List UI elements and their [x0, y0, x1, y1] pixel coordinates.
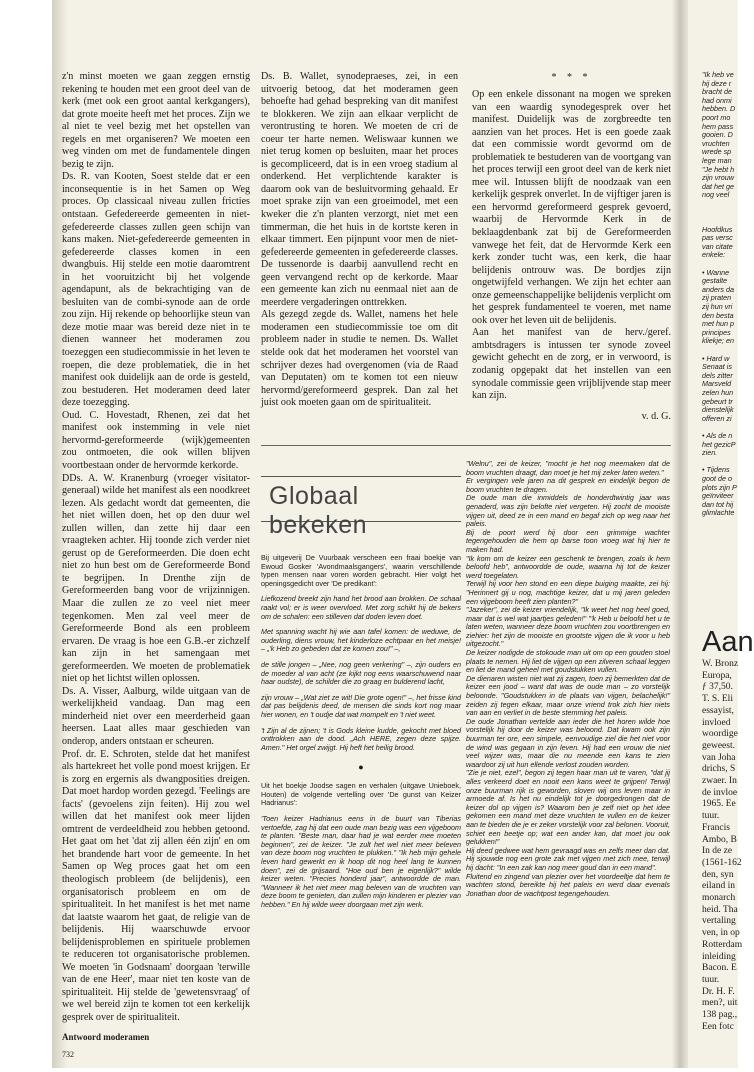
story-paragraph: "Zie je niet, ezel", begon zij tegen haar man uit te varen, "dat jij alles verkeerd doet en nooit een kans weet te grijpen! Terwijl onze buurman rijk is geworden, sloven wij ons leven maar in armoede af. Is het nu eindelijk tot je doorgedrongen dat de keizer dol op vijgen is? Waarom ben je zelf niet op het idee gekomen een mand met deze vruchten te vullen en de keizer aan te bieden die je er zeker vorstelijk voor zal belonen. Vooruit, schiet een beetje op; wat een ander kan, dat moet jou ook gelukken!"	[466, 768, 670, 847]
text-line: pas versc	[702, 233, 733, 243]
text-line: goot de o	[702, 473, 732, 483]
poem-stanza: zijn vrouw – „Wat ziet ze wit! Die grote ogen!" –, het frisse kind dat pas belijdenis deed, de mensen die sinds kort nog maar hier wonen, en 't oudje dat wat mompelt en 't niet weet.	[261, 692, 461, 719]
text-line: zijn vrouw	[702, 173, 734, 183]
text-line: In de ze	[702, 846, 733, 857]
text-line: geweest.	[702, 740, 735, 751]
text-line: • Tijdens	[702, 465, 730, 475]
column-conclusion	[472, 72, 672, 422]
column-story-continued	[466, 460, 670, 1072]
text-line: • Wanne	[702, 267, 730, 277]
page-gutter	[672, 0, 688, 1068]
text-line	[702, 200, 738, 209]
text-line: van Joha	[702, 752, 736, 763]
text-line: • Als de n	[702, 430, 733, 440]
text-line: had onmi	[702, 95, 732, 105]
bullet-separator: ●	[358, 762, 364, 773]
text-line: Hoofdkus	[702, 224, 733, 234]
paragraph: z'n minst moeten we gaan zeggen ernstig rekening te houden met een groot deel van de kerk (met ook een groot aantal kerkgangers), dat grote moeite heeft met het proces. Zijn we al niet te veel bezig met het opstellen van regels en met organiseren? We moeten een weg vinden om met de fundamentele dingen bezig te zijn.	[62, 71, 250, 170]
story-paragraph: Hij deed gedwee wat hem gevraagd was en zelfs meer dan dat. Hij sjouwde nog een grote zak met vijgen met zich mee, terwijl hij dacht: "In een zak kan nog meer goud dan in een mand".	[466, 845, 670, 872]
text-line: plots zijn P	[702, 482, 737, 492]
text-line: (1561-162	[702, 857, 742, 868]
text-line: dan tot hij	[702, 499, 734, 509]
text-line: hij deze r	[702, 78, 732, 88]
text-line: bracht de	[702, 87, 732, 97]
column-globaal-bekeken	[261, 460, 461, 1060]
story-paragraph: Er vergingen vele jaren na dit gesprek en eindelijk begon de boom vruchten te dragen.	[466, 476, 670, 494]
text-line: met hun p	[702, 319, 734, 329]
text-line: vruchten	[702, 138, 730, 148]
facing-page-column-top	[702, 71, 738, 581]
author-signature: v. d. G.	[641, 410, 671, 422]
text-line: 138 pag.,	[702, 1010, 738, 1021]
story-paragraph: Terwijl hij voor hen stond en een diepe buiging maakte, zei hij: "Herinnert gij u nog, machtige keizer, dat u mij jaren geleden een vijgeboom heeft zien planten?"	[466, 579, 670, 606]
story-paragraph: De keizer nodigde de stokoude man uit om op een gouden stoel plaats te nemen. Hij liet de vijgen op een zilveren schaal leggen en liet de mand geheel met goudstukken vullen.	[466, 648, 670, 675]
text-line: zij hun vri	[702, 302, 733, 312]
paragraph: Als gezegd zegde ds. Wallet, namens het hele moderamen een studiecommissie toe om dit probleem nader in studie te nemen. Ds. Wallet stelde ook dat het moderamen het voorstel van schrijver dezes had overgenomen (via de Raad van Deputaten) om te komen tot een nieuw hervormd/gereformeerd gesprek. Dan zal het juist ook moeten gaan om de spiritualiteit.	[261, 309, 458, 409]
text-line: essayist,	[702, 705, 734, 716]
paragraph: Ds. R. van Kooten, Soest stelde dat er een inconsequentie is in het Samen op Weg proces. Op classicaal niveau zullen fricties ontstaan. Gefedereerde gemeenten in niet-gefedereerde classes zullen geen schijn van kans maken. Niet-gefedereerde gemeenten in gefedereerde classes komen in een dwangbuis. Hij stelde een motie daaromtrent in het vooruitzicht bij het volgende agendapunt, als de bekrachtiging van de besluiten van de combi-synode aan de orde zou zijn. Hij rekende op behoorlijke steun van deze motie maar was bereid deze niet in te dienen wanneer het moderamen zou toezeggen een studiecommissie in het leven te roepen, die deze problematiek, die in het manifest ook duidelijk aan de orde is gesteld, zou bestuderen. Het moderamen deed later deze toezegging.	[62, 171, 250, 409]
text-line: Dr. H. F.	[702, 986, 735, 997]
story-paragraph: De oude Jonathan vertelde aan ieder die het horen wilde hoe vorstelijk hij door de keizer was beloond. Dat kwam ook zijn buurman ter ore, een simpele, eenvoudige ziel die het niet voor de wind was gegaan in zijn leven. Hij had een vrouw die niet veel wijzer was, maar die nu meende een kans te zien waardoor zij uit hun ellende verlost zouden worden.	[466, 716, 670, 769]
text-line: drichs, S	[702, 764, 736, 775]
text-line: dels zitter	[702, 370, 733, 380]
text-line: offeren zi	[702, 413, 732, 423]
text-line: vertaling	[702, 916, 736, 927]
column-moderamen-answer	[261, 71, 458, 436]
text-line: nog veel	[702, 190, 730, 200]
text-line: hebben. D	[702, 104, 736, 114]
magazine-page	[52, 0, 754, 1068]
text-line: • Hard w	[702, 353, 730, 363]
text-line: zij praten	[702, 293, 732, 303]
text-line: den besta	[702, 310, 734, 320]
text-line: het gezicP	[702, 439, 736, 449]
intro-text: Uit het boekje Joodse sagen en verhalen (uitgave Unieboek, Houten) de volgende vertelling over 'De gunst van Keizer Hadrianus':	[261, 781, 461, 808]
text-line: tuur.	[702, 974, 720, 985]
text-line: enkele:	[702, 250, 726, 260]
page-number: 732	[62, 1050, 74, 1059]
text-line: hem pass	[702, 121, 734, 131]
text-line: invloed	[702, 717, 731, 728]
story-paragraph: "Jazeker", zei de keizer vriendelijk, "Ik weet het nog heel goed, maar dat is wel wat jaartjes geleden!" "'k Heb u beloofd het u te laten weten, wanneer deze boom vruchten zou voortbrengen en ziehier: het zijn de mooiste en grootste vijgen die ik voor u heb uitgezocht."	[466, 605, 670, 649]
text-line: poort mo	[702, 112, 731, 122]
story-text: 'Toen keizer Hadrianus eens in de buurt van Tiberias vertoefde, zag hij dat een oude man bezig was een vijgeboom te planten. "Beste man, daar had je wat eerder mee moeten beginnen", zei de keizer. "Je zult het wel niet meer beleven van deze boom nog vruchten te plukken." "Ik heb mijn gehele leven hard gewerkt en ik hoop dit nog heel lang te kunnen doen", zei de grijsaard. "Hoe oud ben je eigenlijk?" wilde keizer weten. "Precies honderd jaar", antwoordde de man. "Wanneer ik het niet meer mag beleven van de vruchten van deze boom te genieten, dan zullen mijn kinderen er plezier van hebben." En hij wilde weer doorgaan met zijn werk.	[261, 814, 461, 909]
column-synod-report	[62, 71, 250, 1026]
text-line: Senaat is	[702, 362, 732, 372]
text-line: ven, in op	[702, 928, 740, 939]
text-line: de invloe	[702, 787, 738, 798]
text-line: wrede sp	[702, 147, 732, 157]
intro-text: Bij uitgeverij De Vuurbaak verscheen een fraai boekje van Ewoud Gosker 'Avondmaalsgangers', waarin verschillende typen mensen naar voren worden gebracht. Hier volgt het openingsgedicht over 'De predikant':	[261, 553, 461, 588]
text-line	[702, 209, 738, 218]
paragraph: Ds. B. Wallet, synodepraeses, zei, in een uitvoerig betoog, dat het moderamen geen behoefte had gehad bespreking van dit manifest te blokkeren. We zijn aan elkaar verplicht de verontrusting te horen. We moeten de cri de coeur ter harte nemen. Weliswaar kunnen we niet terug komen op besluiten, maar het proces is gecompliceerd, dat is in een vroeg stadium al onderkend. Het verplichtende karakter is daarom ook van de besluitvorming gehaald. Er moet sprake zijn van een groeimodel, met een kweker die z'n planten verzorgt, niet met een timmerman, die het huis in de kortste keren in elkaar timmert. Een pijnpunt voor men de niet-gefedereerde gemeenten in gefedereerde classes. De tussenorde is daarbij aanvullend recht en geen vervangend recht op de kerkorde. Maar een gemeente kan zich nu eenmaal niet aan de meerdere vergaderingen onttrekken.	[261, 71, 458, 308]
text-line: monarch	[702, 893, 736, 904]
text-line: geïnviteer	[702, 491, 734, 501]
text-line: Een fotc	[702, 1021, 734, 1032]
paragraph: Ds. A. Visser, Aalburg, wilde uitgaan van de werkelijkheid vandaag. Dan mag een minderheid niet over een meerderheid gaan heersen. Laat alles maar geschieden van onderop, anders ontstaan er scheuren.	[62, 685, 250, 747]
section-header-box	[261, 460, 461, 546]
text-line: 1965. Ee	[702, 799, 736, 810]
text-line: den, syn	[702, 869, 734, 880]
horizontal-divider	[261, 445, 671, 446]
text-line: tuur.	[702, 811, 720, 822]
text-line: inleiding	[702, 951, 736, 962]
text-line: kliekje; en	[702, 336, 734, 346]
text-line: woordige	[702, 729, 738, 740]
facing-page-column-bottom	[702, 625, 754, 1055]
text-line: anders da	[702, 284, 734, 294]
subheading-antwoord-moderamen: Antwoord moderamen	[62, 1032, 150, 1042]
text-line: T. S. Eli	[702, 694, 733, 705]
text-line: gestalte	[702, 276, 728, 286]
poem-stanza: Liefkozend breekt zijn hand het brood aan brokken. De schaal raakt vol; er is weer overvloed. Met zorg schikt hij de bekers om de schalen: een stilleven dat doden leven doet.	[261, 594, 461, 621]
facing-page-heading: Aan	[702, 626, 754, 658]
text-line: heid. Tha	[702, 904, 738, 915]
text-line: Europa,	[702, 670, 732, 681]
story-paragraph: Bij de poort werd hij door een grimmige wachter tegengehouden die hem op barse toon vroeg wat hij hier te maken had.	[466, 527, 670, 554]
paragraph: DDs. A. W. Kranenburg (vroeger visitator-generaal) wilde het manifest als een noodkreet lezen. Als gedacht wordt dat gemeenten, die het niet willen doen, het op den duur wel zullen willen, dan zette hij daar een vraagteken achter. Hij toonde zich verder niet gerust op de Gereformeerden. Die doen echt niet zo hun best om de Gereformeerde Bond te begrijpen. In Drenthe zijn de Gereformeerden bang voor de vrijzinnigen. Maar die zullen ze zo veel niet meer tegenkomen. Men zal veel meer de Gereformeerde Bond als een probleem ervaren. De vraag is hoe een G.B.-er zichzelf kan zijn in het samengaan met gereformeerden. We moeten de problematiek niet op het lichtst willen oplossen.	[62, 472, 250, 685]
text-line: ƒ 37,50.	[702, 682, 733, 693]
text-line: dat het ge	[702, 181, 734, 191]
text-line: gebeurt tr	[702, 396, 733, 406]
paragraph: Oud. C. Hovestadt, Rhenen, zei dat het manifest ook instemming in vele niet hervormd-gereformeerde (wijk)gemeenten zou ontmoeten, die ook willen blijven voortbestaan onder de hervormde kerkorde.	[62, 409, 250, 471]
text-line: zwaer. In	[702, 776, 737, 787]
poem-stanza: de stille jongen – „Nee, nog geen verkering" –, zijn ouders en de moeder al van acht (ze kijkt nog eens waarschuwend naar haar oudste), de schilder die zo graag en bulderend lacht,	[261, 659, 461, 687]
text-line: Ambo, B	[702, 834, 737, 845]
text-line: "Je hebt h	[702, 164, 735, 174]
poem-stanza: Met spanning wacht hij wie aan tafel komen: de weduwe, de ouderling, diens vrouw, het kinderloze echtpaar en het meisje! – „'k Heb zo gebeden dat ze komen zou!" –,	[261, 627, 461, 654]
paragraph: Aan het manifest van de herv./geref. ambtsdragers is intussen ter synode zoveel gewicht gehecht en de zorg, er in verwoord, is zodanig opgepakt dat het instellen van een synodale commissie geen vrijblijvende stap meer kan zijn.	[472, 327, 671, 402]
paragraph: Op een enkele dissonant na mogen we spreken van een waardig synodegesprek over het manifest. Duidelijk was de zorgbreedte ten aanzien van het proces. Het is een goede zaak dat een commissie wordt gevormd om de problematiek te bestuderen van de voortgang van het proces terwijl een groot deel van de kerk niet mee wil. Intussen blijft de noodzaak van een kerkelijk gesprek onverlet. In de vijftiger jaren is een hervormd gereformeerd gesprek gevoerd, waarbij de Hervormde Kerk in de beklaagdenbank zat bij de Gereformeerden vanwege het feit, dat de Hervormde Kerk een kerk zonder tucht was, een kerk, die haar belijdenis ontrouw was. De bordjes zijn ongetwijfeld verhangen. We zijn het echter aan onze gemeenschappelijke belijdenis verplicht om het gesprek fundamenteel te voeren, met name ook over het leven uit de belijdenis.	[472, 89, 672, 326]
text-line: Bacon. E	[702, 963, 737, 974]
text-line: lege man	[702, 155, 732, 165]
text-line: Rotterdam	[702, 939, 743, 950]
text-line: gooien. D	[702, 130, 733, 140]
text-line: van citate	[702, 241, 733, 251]
text-line: glimlachte	[702, 508, 735, 518]
text-line: zien.	[702, 448, 718, 458]
text-line: "Ik heb ve	[702, 70, 734, 79]
story-paragraph: De oude man die inmiddels de honderdtwintig jaar was genaderd, was zijn belofte niet vergeten. Hij zocht de mooiste vijgen uit, deed ze in een mand en begaf zich op weg naar het paleis.	[466, 493, 670, 529]
text-line: dienstelijk	[702, 405, 734, 415]
text-line: zelen hun	[702, 387, 734, 397]
text-line: Marsveld	[702, 379, 732, 389]
poem-stanza: 't Zijn al de zijnen; 't is Gods kleine kudde, gekocht met bloed onttrokken aan de dood. „Ach HERE, zegen deze spijze. Amen." Het orgel zwijgt. Hij heft het heilig brood.	[261, 725, 461, 752]
section-separator: * * *	[551, 72, 592, 83]
paragraph: Prof. dr. E. Schroten, stelde dat het manifest als hartekreet het volle pond moest krijgen. Er is zorg en ergernis als dwangposities dreigen. Dat moet hardop worden gezegd. 'Feelings are facts' (gevoelens zijn feiten). Hij zou wel willen dat het manifest ook meer lijden omtrent de verdeeldheid zou hebben getoond. Het gaat om het 'dat zij allen één zijn' en om het brandende hart voor de gemeente. In het Samen op Weg proces gaat het om een theologisch probleem (de belijdenis), een organisatorisch probleem en om de spiritualiteit. In het manifest is het met name dat laatste waarom het gaat, de religie van de belijdenis. Hij waarschuwde ervoor belijdenisproblemen en spirituele problemen te reduceren tot organisatorische problemen. We moeten 'in Godsnaam' doorgaan 'terwille van de ene Heer', maar niet ten koste van de spiritualiteit. Hij stelde de 'gewetensvraag' of we wel bereid zijn te komen tot een kerkelijk gesprek over de spiritualiteit.	[62, 748, 250, 1024]
text-line: Francis	[702, 822, 730, 833]
story-paragraph: De dienaren wisten niet wat zij zagen, toen zij bemerkten dat de keizer een jood – want dat was de oude man – zo vorstelijk beloonde. "Goudstukken in de plaats van vijgen, belachelijk!" zeiden zij tegen elkaar, maar onze vriend trok zich hier niets van aan en verliet in de beste stemming het paleis.	[466, 673, 670, 718]
text-line: W. Bronz	[702, 659, 739, 669]
text-line: principes	[702, 327, 731, 337]
text-line: men?, uit	[702, 998, 738, 1009]
section-title: Globaal bekeken	[269, 482, 368, 539]
text-line: eiland in	[702, 881, 735, 892]
story-paragraph: "Welnu", zei de keizer, "mocht je het nog meemaken dat de boom vruchten draagt, dan moet je het mij zeker laten weten."	[466, 459, 670, 477]
story-paragraph: Fluitend en zingend van plezier over het voordeeltje dat hem te wachten stond, bereikte hij het paleis en werd daar evenals Jonathan door de wachtpost tegengehouden.	[466, 871, 670, 898]
story-paragraph: "Ik kom om de keizer een geschenk te brengen, zoals ik hem beloofd heb", antwoordde de oude, waarna hij tot de keizer werd toegelaten.	[466, 553, 670, 580]
